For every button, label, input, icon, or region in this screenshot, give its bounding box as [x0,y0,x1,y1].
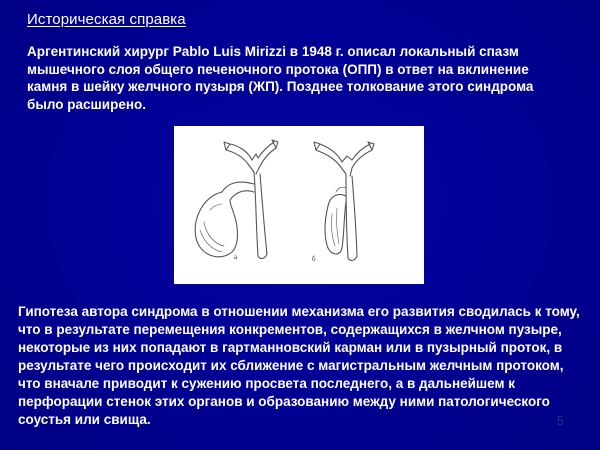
figure-label-a: а [234,253,238,261]
drawing-a [195,140,278,258]
page-number: 5 [557,414,564,428]
drawing-b [314,142,374,260]
biliary-duct-drawing [174,126,424,284]
anatomy-figure [174,126,424,284]
hypothesis-paragraph: Гипотеза автора синдрома в отношении механизма его развития сводилась к тому, что в результате перемещения конкрементов, содержащихся в желчном пузыре, некоторые из них попадают в гартманновский карман или в пузырный проток, в результате чего происходит их сближение с магистральным желчным протоком, что вначале приводит к сужению просвета последнего, а в дальнейшем к перфорации стенок этих органов и образованию между ними патологического соустья или свища. [18,304,580,427]
figure-label-b: б [312,255,316,263]
intro-paragraph: Аргентинский хирург Pablo Luis Mirizzi в 1948 г. описал локальный спазм мышечного слоя общего печеночного протока (ОПП) в ответ на вклинение камня в шейку желчного пузыря (ЖП). Позднее толкование этого синдрома было расширено. [27,44,534,112]
slide-heading: Историческая справка [27,11,186,28]
